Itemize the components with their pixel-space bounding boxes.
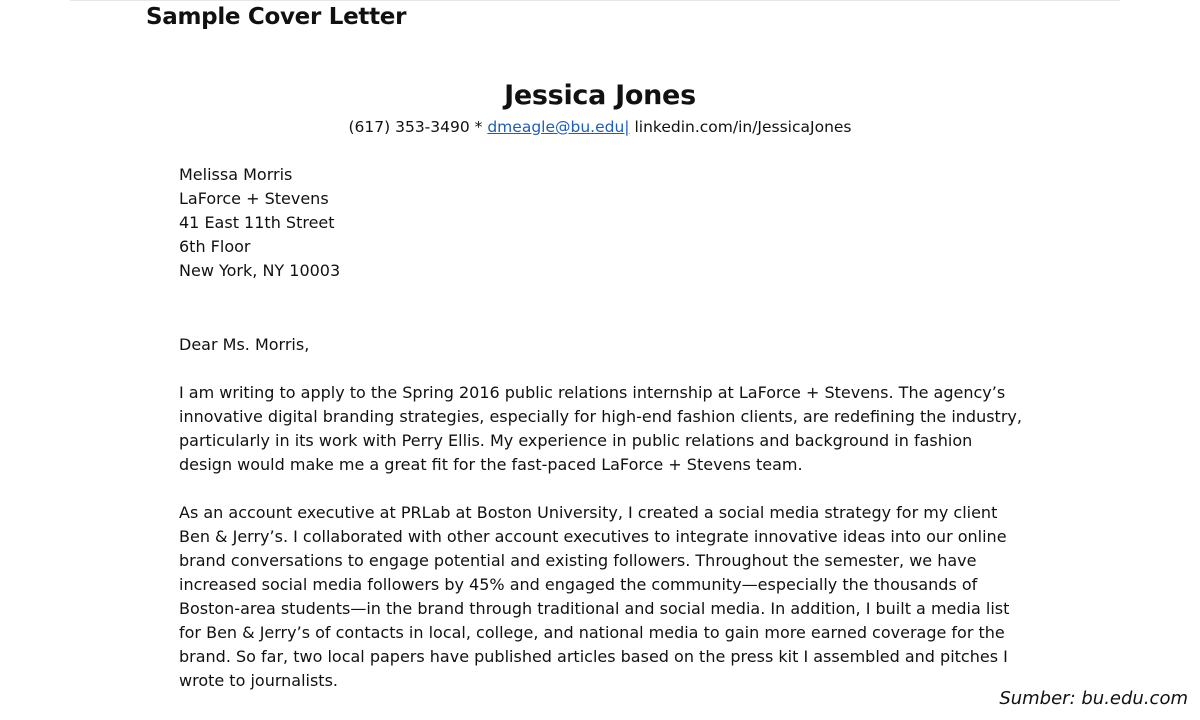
body-paragraph-2 [179, 501, 1039, 693]
recipient-street: 41 East 11th Street [179, 213, 335, 232]
paragraph-line: wrote to journalists. [179, 671, 338, 690]
recipient-name: Melissa Morris [179, 165, 293, 184]
paragraph-line: Ben & Jerry’s. I collaborated with other account executives to integrate innovative ideas into our online [179, 527, 1007, 546]
phone-number: (617) 353-3490 * [348, 118, 483, 136]
recipient-floor: 6th Floor [179, 237, 251, 256]
source-caption: Sumber: bu.edu.com [999, 688, 1188, 709]
letterhead [0, 78, 1200, 138]
recipient-address [179, 163, 1039, 283]
paragraph-line: brand conversations to engage potential and existing followers. Throughout the semester, we have [179, 551, 977, 570]
document-title: Sample Cover Letter [146, 4, 407, 30]
paragraph-line: innovative digital branding strategies, especially for high-end fashion clients, are redefining the industry, [179, 407, 1022, 426]
paragraph-line: particularly in its work with Perry Ellis. My experience in public relations and background in fashion [179, 431, 973, 450]
paragraph-line: design would make me a great fit for the fast-paced LaForce + Stevens team. [179, 455, 803, 474]
body-paragraph-1 [179, 381, 1039, 477]
paragraph-line: As an account executive at PRLab at Boston University, I created a social media strategy for my client [179, 503, 998, 522]
linkedin-url: linkedin.com/in/JessicaJones [634, 118, 852, 136]
paragraph-line: increased social media followers by 45% and engaged the community—especially the thousands of [179, 575, 978, 594]
paragraph-line: Boston-area students—in the brand through traditional and social media. In addition, I built a media list [179, 599, 1010, 618]
recipient-city: New York, NY 10003 [179, 261, 341, 280]
contact-line [0, 116, 1200, 138]
page-top-divider [70, 0, 1120, 1]
email-link[interactable]: dmeagle@bu.edu| [487, 118, 630, 136]
paragraph-line: I am writing to apply to the Spring 2016 public relations internship at LaForce + Stevens. The agency’s [179, 383, 1006, 402]
recipient-company: LaForce + Stevens [179, 189, 329, 208]
salutation: Dear Ms. Morris, [179, 335, 310, 354]
applicant-name: Jessica Jones [504, 80, 696, 111]
paragraph-line: for Ben & Jerry’s of contacts in local, college, and national media to gain more earned coverage for the [179, 623, 1005, 642]
paragraph-line: brand. So far, two local papers have published articles based on the press kit I assembled and pitches I [179, 647, 1008, 666]
